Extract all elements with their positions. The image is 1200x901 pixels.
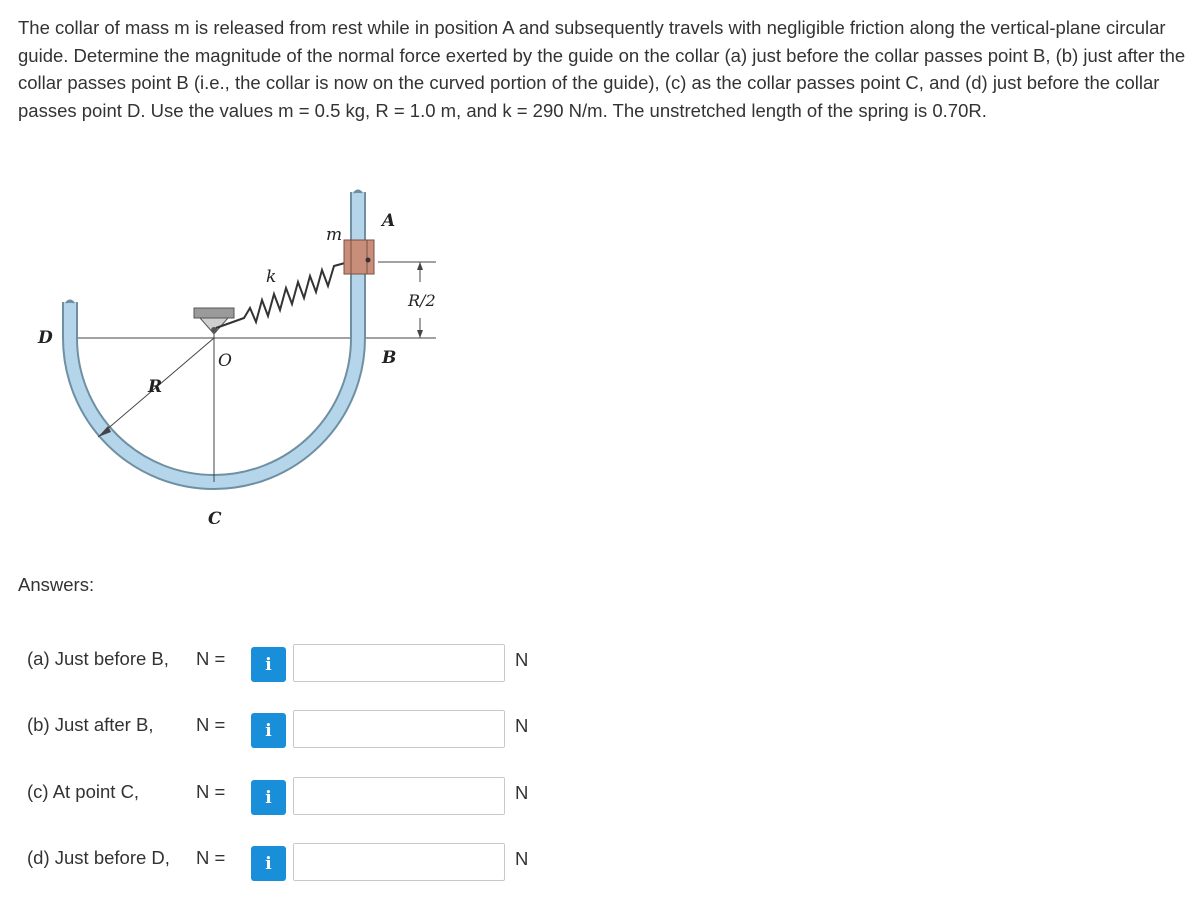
- n-label-c: N =: [196, 781, 226, 802]
- spring: [216, 260, 356, 328]
- answer-label-c: (c) At point C,: [27, 781, 140, 802]
- label-c: C: [208, 509, 222, 529]
- label-m: m: [326, 225, 343, 245]
- answer-label-b: (b) Just after B,: [27, 714, 154, 735]
- guide-end-right: [354, 191, 362, 194]
- label-d: D: [38, 328, 53, 348]
- unit-label-d: N: [515, 848, 529, 869]
- unit-label-c: N: [515, 782, 529, 803]
- answer-input-b[interactable]: [293, 710, 505, 748]
- answer-label-d: (d) Just before D,: [27, 847, 170, 868]
- unit-label-b: N: [515, 715, 529, 736]
- collar: [344, 240, 374, 274]
- pivot-support: [194, 308, 234, 318]
- answer-row-b: [0, 704, 1200, 748]
- info-icon[interactable]: i: [251, 713, 286, 748]
- n-label-b: N =: [196, 714, 226, 735]
- label-r: R: [148, 377, 163, 397]
- problem-figure: [18, 182, 458, 552]
- n-label-d: N =: [196, 847, 226, 868]
- problem-statement: [18, 14, 1188, 124]
- unit-label-a: N: [515, 649, 529, 670]
- info-icon[interactable]: i: [251, 647, 286, 682]
- answer-row-c: [0, 771, 1200, 815]
- label-o: O: [218, 351, 232, 371]
- answer-input-c[interactable]: [293, 777, 505, 815]
- answer-row-d: [0, 837, 1200, 881]
- label-k: k: [266, 267, 277, 287]
- collar-pin: [366, 258, 371, 263]
- answer-row-a: [0, 638, 1200, 682]
- n-label-a: N =: [196, 648, 226, 669]
- info-icon[interactable]: i: [251, 846, 286, 881]
- answers-heading: Answers:: [18, 574, 95, 595]
- label-a: A: [382, 211, 396, 231]
- answer-input-d[interactable]: [293, 843, 505, 881]
- info-icon[interactable]: i: [251, 780, 286, 815]
- collar-guide-diagram: [18, 182, 458, 552]
- label-b: B: [382, 348, 397, 368]
- guide-end-left: [66, 301, 74, 304]
- problem-text: The collar of mass m is released from rest while in position A and subsequently travels with negligible friction along the vertical-plane circular guide. Determine the magnitude of the normal force exerted by the guide on the collar (a) just before the collar passes point B, (b) just after the collar passes point B (i.e., the collar is now on the curved portion of the guide), (c) as the collar passes point C, and (d) just before the collar passes point D. Use the values m = 0.5 kg, R = 1.0 m, and k = 290 N/m. The unstretched length of the spring is 0.70R.: [18, 17, 1186, 121]
- answer-input-a[interactable]: [293, 644, 505, 682]
- label-r-half: R/2: [408, 291, 436, 310]
- answer-label-a: (a) Just before B,: [27, 648, 169, 669]
